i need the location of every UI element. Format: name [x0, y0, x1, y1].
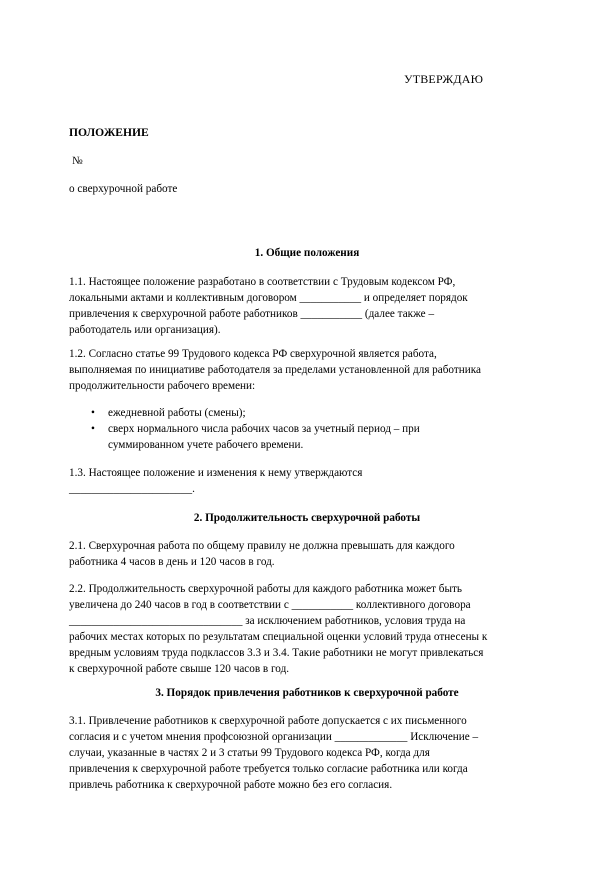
text-line: случаи, указанные в частях 2 и 3 статьи 99 Трудового кодекса РФ, когда для — [69, 747, 430, 759]
text-line: привлечь работника к сверхурочной работе можно без его согласия. — [69, 779, 393, 791]
approval-stamp: УТВЕРЖДАЮ — [404, 72, 484, 86]
list-item-continuation — [86, 437, 566, 453]
paragraph-3-1 — [69, 713, 559, 793]
text-line: 1.1. Настоящее положение разработано в соответствии с Трудовым кодексом РФ, — [69, 276, 456, 288]
list-item-text: суммированном учете рабочего времени. — [108, 439, 304, 451]
text-line: к сверхурочной работе свыше 120 часов в год. — [69, 663, 290, 675]
list-item-text: ежедневной работы (смены); — [108, 407, 246, 419]
paragraph-1-3 — [69, 465, 549, 497]
text-line: 3.1. Привлечение работников к сверхурочной работе допускается с их письменного — [69, 715, 467, 727]
text-line: продолжительности рабочего времени: — [69, 380, 256, 392]
document-title: ПОЛОЖЕНИЕ — [69, 126, 149, 139]
bullet-icon: • — [91, 407, 95, 419]
document-number: № — [72, 155, 83, 167]
list-item — [86, 405, 566, 421]
text-line: привлечения к сверхурочной работе работников ___________ (далее также – — [69, 308, 435, 320]
text-line: 2.1. Сверхурочная работа по общему правилу не должна превышать для каждого — [69, 540, 455, 552]
list-item-text: сверх нормального числа рабочих часов за учетный период – при — [108, 423, 420, 435]
text-line: рабочих местах которых по результатам специальной оценки условий труда отнесены к — [69, 631, 488, 643]
text-line: локальными актами и коллективным договором ___________ и определяет порядок — [69, 292, 468, 304]
list-item — [86, 421, 566, 437]
text-line: согласия и с учетом мнения профсоюзной организации _____________ Исключение – — [69, 731, 479, 743]
text-line: ______________________. — [69, 483, 195, 495]
text-line: 1.2. Согласно статье 99 Трудового кодекса РФ сверхурочной является работа, — [69, 348, 437, 360]
text-line: вредным условиям труда подклассов 3.3 и 3.4. Такие работники не могут привлекаться — [69, 647, 484, 659]
section-3-heading: 3. Порядок привлечения работников к сверхурочной работе — [155, 687, 459, 699]
text-line: привлечения к сверхурочной работе требуется только согласие работника или когда — [69, 763, 468, 775]
paragraph-1-1 — [69, 274, 549, 338]
section-1-heading: 1. Общие положения — [254, 247, 360, 259]
bullet-icon: • — [91, 423, 95, 435]
text-line: _______________________________ за исключением работников, условия труда на — [69, 615, 466, 627]
section-2-heading: 2. Продолжительность сверхурочной работы — [193, 512, 421, 524]
bullet-list — [86, 405, 566, 453]
paragraph-2-2 — [69, 581, 559, 677]
text-line: увеличена до 240 часов в год в соответствии с ___________ коллективного договора — [69, 599, 471, 611]
text-line: выполняемая по инициативе работодателя за пределами установленной для работника — [69, 364, 481, 376]
paragraph-2-1 — [69, 538, 549, 570]
paragraph-1-2 — [69, 346, 549, 394]
text-line: 2.2. Продолжительность сверхурочной работы для каждого работника может быть — [69, 583, 462, 595]
text-line: работодатель или организация). — [69, 324, 221, 336]
text-line: работника 4 часов в день и 120 часов в год. — [69, 556, 275, 568]
document-subject: о сверхурочной работе — [69, 183, 178, 195]
text-line: 1.3. Настоящее положение и изменения к нему утверждаются — [69, 467, 363, 479]
